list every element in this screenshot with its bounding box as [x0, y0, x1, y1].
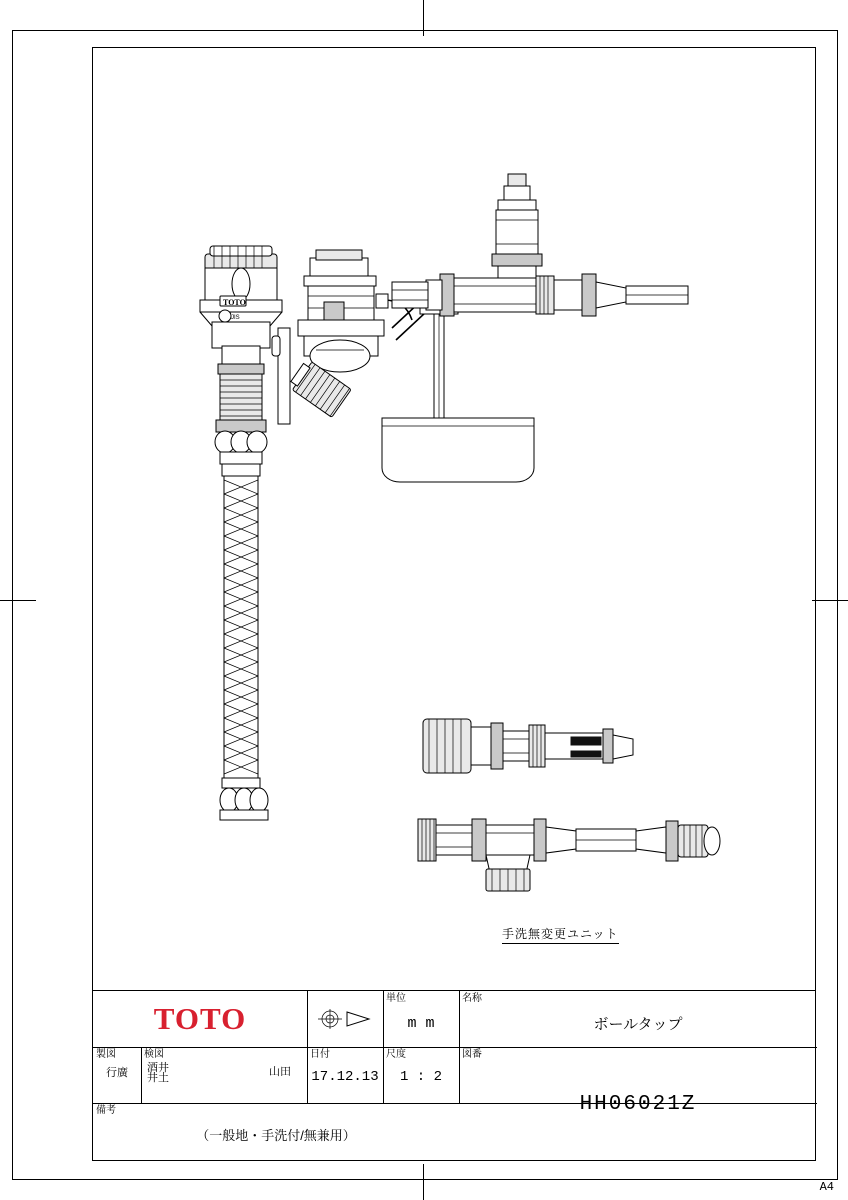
- unit-value: m m: [407, 1015, 435, 1032]
- main-valve-body: [200, 246, 282, 464]
- scale-cell: [383, 1047, 459, 1103]
- company-logo-text: TOTO: [153, 1001, 247, 1036]
- part-caption: 手洗無変更ユニット: [502, 925, 619, 944]
- remarks-cell: [93, 1103, 459, 1161]
- date-label: 日付: [310, 1049, 330, 1060]
- date-cell: [307, 1047, 383, 1103]
- title-block: [92, 990, 816, 1161]
- date-value: 17.12.13: [311, 1069, 379, 1085]
- remarks-value: （一般地・手洗付/無兼用）: [196, 1128, 356, 1143]
- remarks-label: 備考: [96, 1105, 116, 1116]
- drawing-number-label: 図番: [462, 1049, 482, 1060]
- projection-symbol-cell: [307, 991, 383, 1047]
- unit-cell: [383, 991, 459, 1047]
- drawing-number-cell: [459, 1047, 817, 1161]
- checked-by-cell: [141, 1047, 307, 1103]
- unit-label: 単位: [386, 993, 406, 1004]
- projection-symbol-icon: [317, 1008, 373, 1030]
- brand-mark-jis-label: JIS: [231, 315, 240, 321]
- fill-valve-head: [272, 250, 438, 424]
- change-unit-part-upper: [415, 705, 715, 795]
- braided-flexible-hose: [220, 464, 268, 820]
- supply-connection-assembly: [392, 174, 688, 316]
- name-label: 名称: [462, 993, 482, 1004]
- checked-by-value-1: 酒井: [147, 1062, 169, 1074]
- checked-by-value-3: 山田: [269, 1066, 291, 1078]
- brand-mark-toto-label: TOTO: [223, 298, 246, 307]
- drawing-number-value: HH06021Z: [579, 1093, 697, 1116]
- name-cell: [459, 991, 817, 1047]
- checked-by-label: 検図: [144, 1049, 164, 1060]
- company-logo-cell: [93, 991, 307, 1047]
- drawn-by-value: 行廣: [106, 1067, 128, 1079]
- float-rod-and-float: [382, 300, 534, 482]
- drawn-by-label: 製図: [96, 1049, 116, 1060]
- paper-size-label: A4: [819, 1180, 834, 1194]
- checked-by-value-2: 井土: [147, 1072, 169, 1084]
- scale-label: 尺度: [386, 1049, 406, 1060]
- drawn-by-cell: [93, 1047, 141, 1103]
- scale-value: 1 : 2: [399, 1069, 442, 1085]
- name-value: ボールタップ: [593, 1016, 683, 1033]
- change-unit-part-lower: [408, 805, 748, 905]
